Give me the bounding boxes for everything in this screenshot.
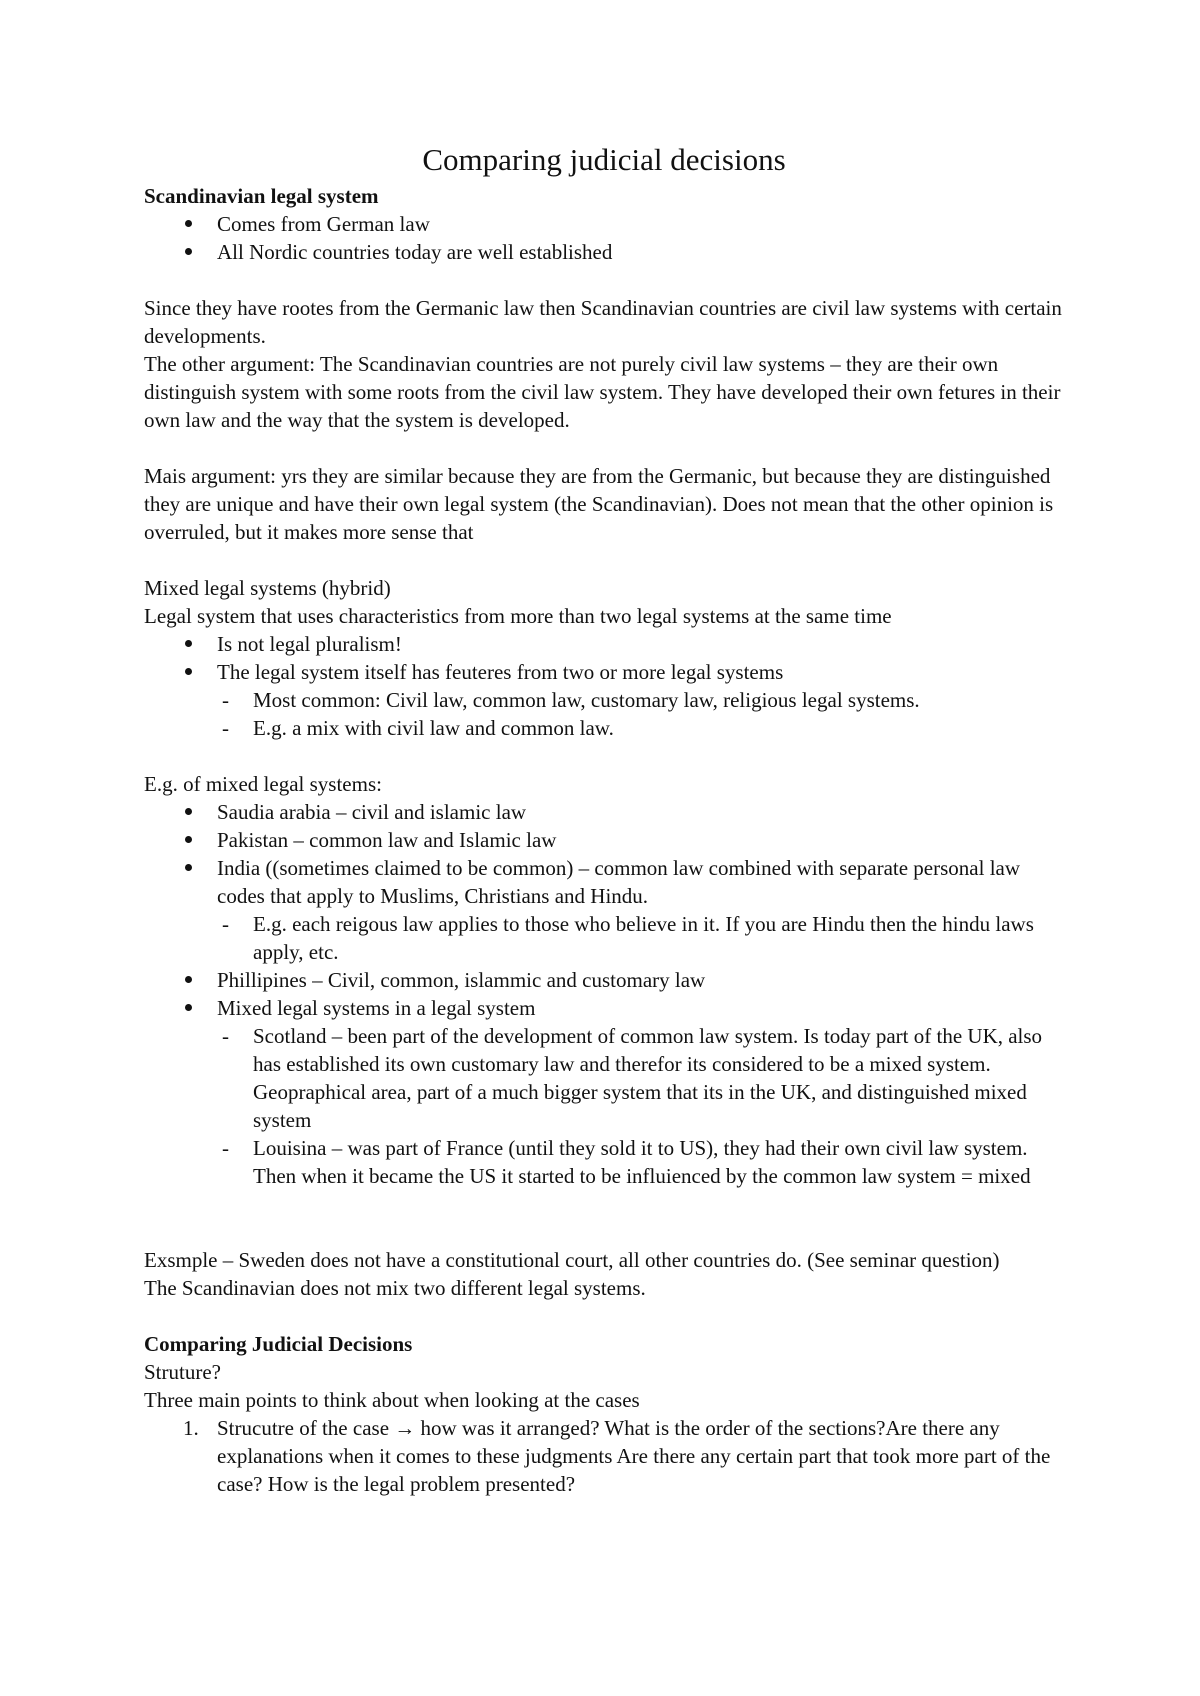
- document-title: Comparing judicial decisions: [422, 142, 786, 177]
- paragraph-other-argument: The other argument: The Scandinavian countries are not purely civil law systems – they are their own distinguish system with some roots from the civil law system. They have developed their own fetures in their own law and the way that the system is developed.: [144, 352, 1061, 432]
- paragraph-scandinavian-note: The Scandinavian does not mix two different legal systems.: [144, 1276, 646, 1300]
- examples-bullet-list: [144, 798, 1064, 1190]
- list-item-text: how was it arranged? What is the order of the sections?Are there any explanations when it comes to these judgments Are there any certain part that took more part of the case? How is the legal problem presented?: [217, 1416, 1051, 1496]
- sub-list-item: - E.g. each reigous law applies to those who believe in it. If you are Hindu then the hindu laws apply, etc.: [217, 910, 1064, 966]
- sub-list-item: - Scotland – been part of the development of common law system. Is today part of the UK, also has established its own customary law and therefor its considered to be a mixed system. Geopraphical area, part of a much bigger system that its in the UK, and distinguished mixed system: [217, 1022, 1064, 1134]
- blank-line: [144, 1218, 1064, 1246]
- blank-line: [144, 546, 1064, 574]
- numbered-list-item: [144, 1414, 1064, 1498]
- mixed-systems-definition: Legal system that uses characteristics from more than two legal systems at the same time: [144, 604, 892, 628]
- list-item-text: Is not legal pluralism!: [217, 632, 402, 656]
- list-item: All Nordic countries today are well established: [144, 238, 1064, 266]
- list-item-text: India ((sometimes claimed to be common) – common law combined with separate personal law codes that apply to Muslims, Christians and Hindu.: [217, 856, 1021, 908]
- paragraph-sweden-example: Exsmple – Sweden does not have a constitutional court, all other countries do. (See seminar question): [144, 1248, 1000, 1272]
- document-page: [144, 140, 1064, 1498]
- list-item: [144, 854, 1064, 966]
- points-numbered-list: [144, 1414, 1064, 1498]
- blank-line: [144, 266, 1064, 294]
- sub-list-item: - E.g. a mix with civil law and common law.: [217, 714, 1064, 742]
- list-item: Phillipines – Civil, common, islammic and customary law: [144, 966, 1064, 994]
- mixed-bullet-list: [144, 630, 1064, 742]
- scandinavian-bullet-list: [144, 210, 1064, 266]
- list-item: Comes from German law: [144, 210, 1064, 238]
- arrow-right-icon: →: [394, 1416, 416, 1440]
- structure-question: Struture?: [144, 1360, 221, 1384]
- list-item-lead: Strucutre of the case: [217, 1416, 390, 1440]
- mixed-sub-list: [217, 686, 1064, 742]
- list-item: [144, 994, 1064, 1190]
- mixed-systems-heading: Mixed legal systems (hybrid): [144, 576, 391, 600]
- india-sub-list: [217, 910, 1064, 966]
- list-item: [144, 630, 1064, 658]
- list-item: [144, 658, 1064, 742]
- examples-intro: E.g. of mixed legal systems:: [144, 772, 382, 796]
- sub-list-item: - Louisina – was part of France (until they sold it to US), they had their own civil law system. Then when it became the US it started to be influienced by the common law system = mixed: [217, 1134, 1064, 1190]
- list-item-text: The legal system itself has feuteres from two or more legal systems: [217, 660, 784, 684]
- blank-line: [144, 742, 1064, 770]
- blank-line: [144, 1302, 1064, 1330]
- blank-line: [144, 434, 1064, 462]
- section-heading-scandinavian: Scandinavian legal system: [144, 184, 379, 208]
- list-item: Pakistan – common law and Islamic law: [144, 826, 1064, 854]
- points-intro: Three main points to think about when looking at the cases: [144, 1388, 640, 1412]
- list-number: 1.: [183, 1416, 199, 1440]
- section-heading-comparing: Comparing Judicial Decisions: [144, 1332, 413, 1356]
- paragraph-main-argument: Mais argument: yrs they are similar because they are from the Germanic, but because they are distinguished they are unique and have their own legal system (the Scandinavian). Does not mean that the other opinion is overruled, but it makes more sense that: [144, 464, 1054, 544]
- sub-list-item: - Most common: Civil law, common law, customary law, religious legal systems.: [217, 686, 1064, 714]
- mixed-in-legal-sub-list: [217, 1022, 1064, 1190]
- list-item-text: Mixed legal systems in a legal system: [217, 996, 536, 1020]
- blank-line: [144, 1190, 1064, 1218]
- paragraph-roots: Since they have rootes from the Germanic law then Scandinavian countries are civil law systems with certain developments.: [144, 296, 1062, 348]
- list-item: Saudia arabia – civil and islamic law: [144, 798, 1064, 826]
